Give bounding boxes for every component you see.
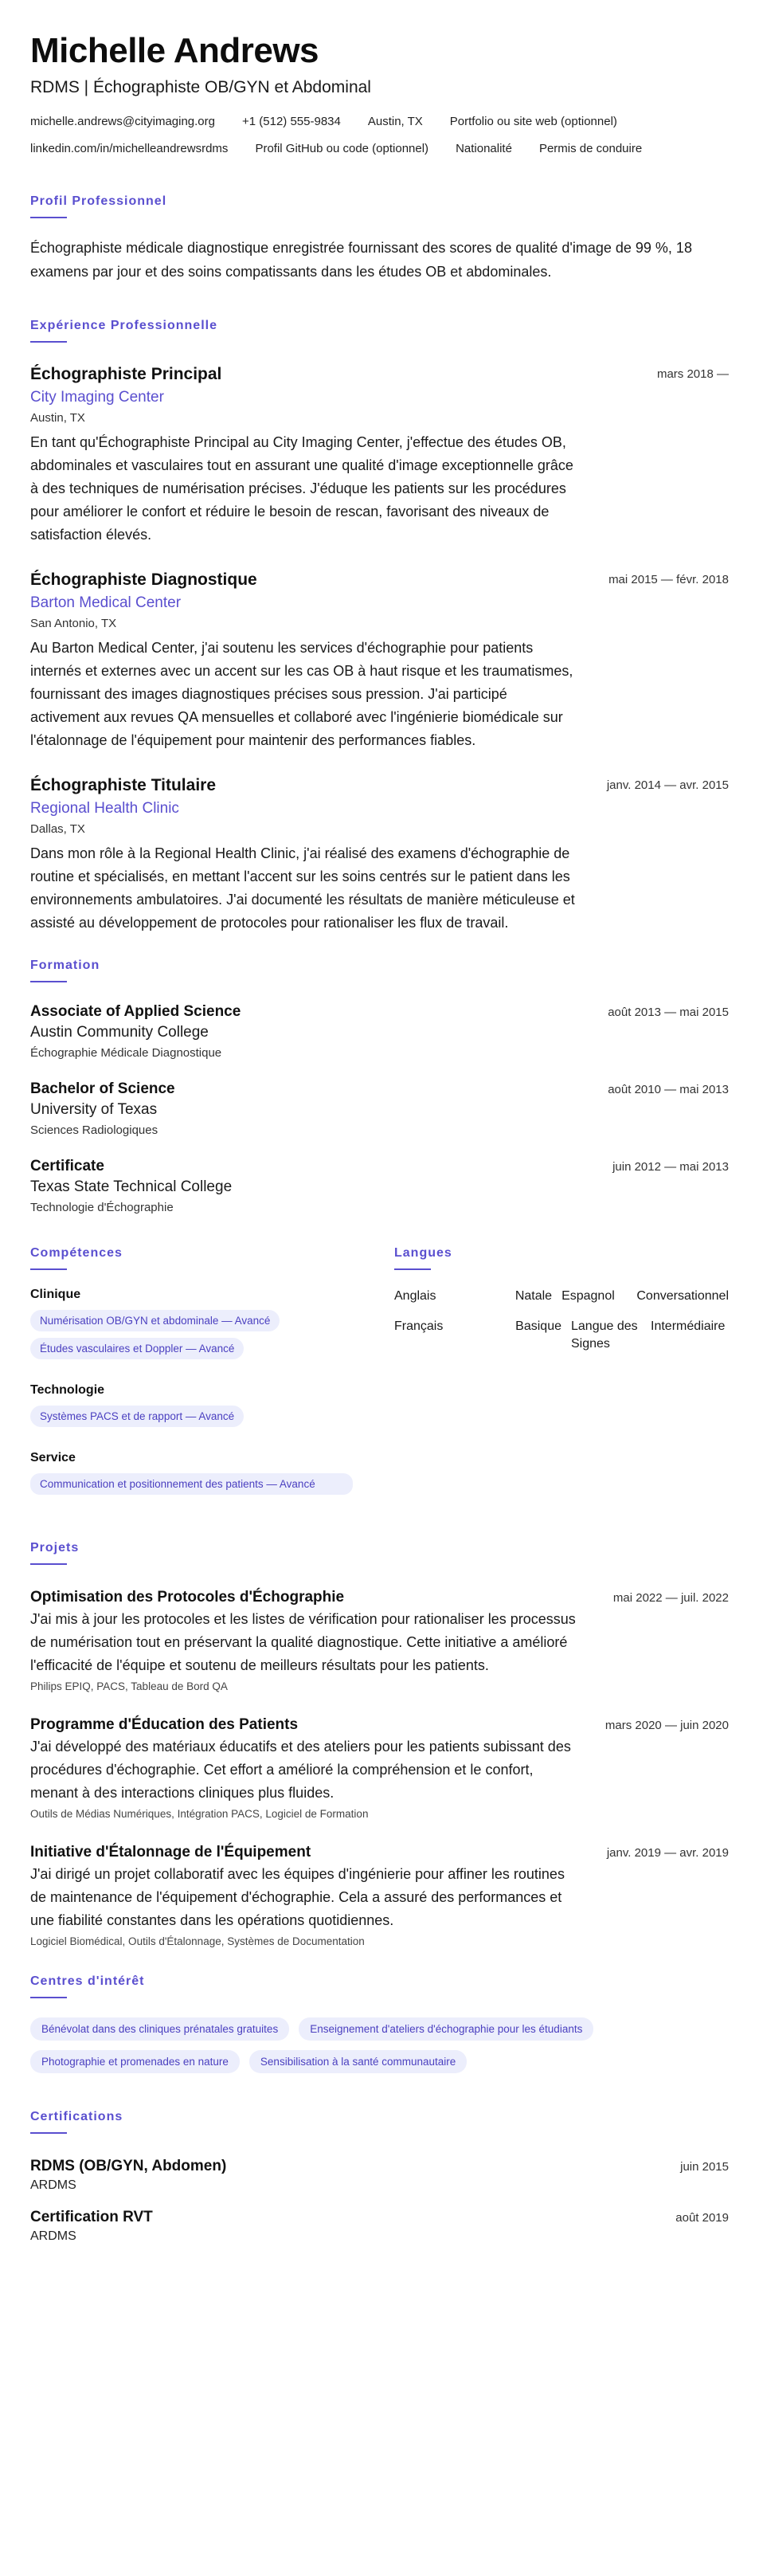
section-title: Expérience Professionnelle (30, 319, 217, 333)
certification-entry (30, 2158, 729, 2193)
section-divider (30, 217, 67, 218)
job-description: Au Barton Medical Center, j'ai soutenu les services d'échographie pour patients internés et externes avec un accent sur les cas OB à haut risque et les traumatismes, fournissant des images diagnostiques précises sous pression. J'ai participé activement aux revues QA mensuelles et collaboré avec l'ingénierie biomédicale sur l'étalonnage de l'équipement pour maintenir des performances fiables. (30, 640, 573, 749)
resume-header (30, 32, 729, 167)
project-technologies: Logiciel Biomédical, Outils d'Étalonnage, Systèmes de Documentation (30, 1935, 365, 1948)
section-divider (30, 341, 67, 343)
section-divider (30, 981, 67, 982)
job-title: Échographiste Diagnostique (30, 570, 257, 590)
language-level: Conversationnel (636, 1289, 729, 1304)
skill-category: Clinique (30, 1288, 81, 1302)
education-field: Technologie d'Échographie (30, 1201, 174, 1215)
language-level: Natale (514, 1289, 553, 1304)
interest-chip: Enseignement d'ateliers d'échographie pour les étudiants (299, 2017, 593, 2041)
job-dates: janv. 2014 — avr. 2015 (606, 778, 729, 793)
section-title: Projets (30, 1541, 80, 1555)
skill-category: Technologie (30, 1383, 105, 1398)
language-name: Français (394, 1319, 444, 1334)
job-description: En tant qu'Échographiste Principal au City Imaging Center, j'effectue des études OB, abdominales et vasculaires tout en assurant une qualité d'image exceptionnelle grâce à des techniques de numérisation précises. J'éduque les patients sur les procédures pour améliorer le confort et réduire le besoin de rescan, favorisant des niveaux de satisfaction élevés. (30, 434, 573, 543)
languages-column (394, 1246, 729, 1519)
job-entry (30, 776, 729, 935)
contact-email[interactable]: michelle.andrews@cityimaging.org (30, 115, 215, 129)
section-divider (30, 1563, 67, 1565)
contact-nationality: Nationalité (456, 142, 512, 156)
interest-chip: Bénévolat dans des cliniques prénatales gratuites (30, 2017, 289, 2041)
skills-languages-section (30, 1246, 729, 1519)
section-title: Certifications (30, 2110, 123, 2124)
skill-chip: Études vasculaires et Doppler — Avancé (30, 1338, 244, 1359)
language-row (394, 1288, 729, 1305)
contact-portfolio[interactable]: Portfolio ou site web (optionnel) (449, 115, 617, 129)
project-title: Initiative d'Étalonnage de l'Équipement (30, 1844, 311, 1861)
section-divider (30, 1997, 67, 1998)
education-dates: août 2010 — mai 2013 (608, 1083, 729, 1097)
section-title: Profil Professionnel (30, 194, 167, 209)
job-title: Échographiste Titulaire (30, 776, 216, 795)
education-dates: août 2013 — mai 2015 (608, 1006, 729, 1020)
language-name: Espagnol (561, 1289, 615, 1304)
job-dates: mai 2015 — févr. 2018 (608, 573, 729, 587)
contact-license: Permis de conduire (538, 142, 643, 156)
language-name: Langue des Signes (571, 1319, 638, 1351)
education-entry (30, 1080, 729, 1137)
profile-section (30, 194, 729, 284)
interest-chip: Photographie et promenades en nature (30, 2050, 240, 2073)
education-school: Austin Community College (30, 1024, 209, 1041)
project-entry (30, 1844, 729, 1947)
job-company: Regional Health Clinic (30, 800, 179, 817)
project-dates: mars 2020 — juin 2020 (604, 1719, 729, 1733)
project-dates: mai 2022 — juil. 2022 (612, 1591, 729, 1606)
certification-date: juin 2015 (680, 2160, 729, 2174)
language-level: Basique (515, 1319, 561, 1334)
education-school: Texas State Technical College (30, 1178, 233, 1196)
interest-chip: Sensibilisation à la santé communautaire (249, 2050, 467, 2073)
education-section (30, 959, 729, 1214)
job-location: Austin, TX (30, 411, 85, 425)
project-entry (30, 1716, 729, 1820)
project-description: J'ai dirigé un projet collaboratif avec les équipes d'ingénierie pour affiner les routines de maintenance de l'équipement d'échographie. Cela a assuré des performances et une fiabilité constantes dans les opérations quotidiennes. (30, 1866, 565, 1929)
project-technologies: Outils de Médias Numériques, Intégration PACS, Logiciel de Formation (30, 1808, 369, 1821)
skill-group (30, 1451, 361, 1501)
job-description: Dans mon rôle à la Regional Health Clinic, j'ai réalisé des examens d'échographie de routine et spécialisés, en mettant l'accent sur les soins centrés sur le patient dans les environnements ambulatoires. J'ai documenté les résultats de manière méticuleuse et assisté au développement de protocoles pour rationaliser les flux de travail. (30, 845, 575, 931)
skill-chip: Systèmes PACS et de rapport — Avancé (30, 1406, 244, 1427)
certification-issuer: ARDMS (30, 2178, 76, 2193)
skill-chip: Numérisation OB/GYN et abdominale — Avancé (30, 1310, 280, 1331)
language-row (394, 1318, 729, 1353)
project-description: J'ai mis à jour les protocoles et les listes de vérification pour rationaliser les processus de numérisation tout en préservant la qualité diagnostique. Cette initiative a amélioré l'efficacité de l'équipe et soutenu de meilleurs résultats pour les patients. (30, 1611, 576, 1674)
skill-chip: Communication et positionnement des patients — Avancé (30, 1473, 353, 1495)
certification-entry (30, 2209, 729, 2244)
interests-section (30, 1974, 729, 2083)
section-divider (30, 1268, 67, 1270)
project-entry (30, 1589, 729, 1692)
section-title: Compétences (30, 1246, 123, 1261)
contact-linkedin[interactable]: linkedin.com/in/michelleandrewsrdms (30, 142, 229, 156)
candidate-headline: RDMS | Échographiste OB/GYN et Abdominal (30, 78, 371, 97)
contact-github[interactable]: Profil GitHub ou code (optionnel) (255, 142, 429, 156)
job-dates: mars 2018 — (656, 367, 729, 382)
profile-summary: Échographiste médicale diagnostique enregistrée fournissant des scores de qualité d'image de 99 %, 18 examens par jour et des soins compatissants dans les études OB et abdominales. (30, 240, 692, 280)
job-location: Dallas, TX (30, 822, 85, 837)
candidate-name: Michelle Andrews (30, 31, 319, 70)
certifications-section (30, 2110, 729, 2244)
project-title: Optimisation des Protocoles d'Échographie (30, 1589, 345, 1606)
education-dates: juin 2012 — mai 2013 (612, 1160, 729, 1174)
certification-title: Certification RVT (30, 2209, 153, 2226)
education-degree: Certificate (30, 1158, 104, 1175)
section-title: Centres d'intérêt (30, 1974, 145, 1989)
education-entry (30, 1158, 729, 1214)
job-title: Échographiste Principal (30, 365, 222, 384)
job-company: City Imaging Center (30, 389, 164, 406)
skill-group (30, 1383, 361, 1433)
education-field: Échographie Médicale Diagnostique (30, 1046, 222, 1061)
education-school: University of Texas (30, 1101, 158, 1119)
contact-phone[interactable]: +1 (512) 555-9834 (242, 115, 341, 129)
job-company: Barton Medical Center (30, 594, 182, 612)
education-degree: Bachelor of Science (30, 1080, 175, 1098)
section-title: Langues (394, 1246, 452, 1261)
project-title: Programme d'Éducation des Patients (30, 1716, 299, 1734)
education-degree: Associate of Applied Science (30, 1003, 241, 1021)
education-entry (30, 1003, 729, 1060)
language-level: Intermédiaire (651, 1319, 726, 1334)
experience-section (30, 319, 729, 935)
section-divider (30, 2132, 67, 2134)
contact-location: Austin, TX (367, 115, 423, 129)
certification-date: août 2019 (675, 2211, 729, 2225)
contact-list (30, 113, 729, 167)
projects-section (30, 1541, 729, 1947)
project-technologies: Philips EPIQ, PACS, Tableau de Bord QA (30, 1680, 228, 1693)
project-dates: janv. 2019 — avr. 2019 (606, 1846, 729, 1860)
education-field: Sciences Radiologiques (30, 1123, 158, 1138)
skill-group (30, 1288, 361, 1366)
job-entry (30, 570, 729, 752)
language-name: Anglais (394, 1289, 436, 1304)
section-title: Formation (30, 959, 100, 973)
skill-category: Service (30, 1451, 76, 1465)
certification-title: RDMS (OB/GYN, Abdomen) (30, 2158, 227, 2175)
certification-issuer: ARDMS (30, 2229, 76, 2244)
project-description: J'ai développé des matériaux éducatifs et des ateliers pour les patients subissant des procédures d'échographie. Cet effort a amélioré la compréhension et le confort, menant à des interactions cliniques plus fluides. (30, 1739, 571, 1802)
job-location: San Antonio, TX (30, 617, 117, 631)
job-entry (30, 365, 729, 547)
section-divider (394, 1268, 431, 1270)
skills-column (30, 1246, 361, 1519)
